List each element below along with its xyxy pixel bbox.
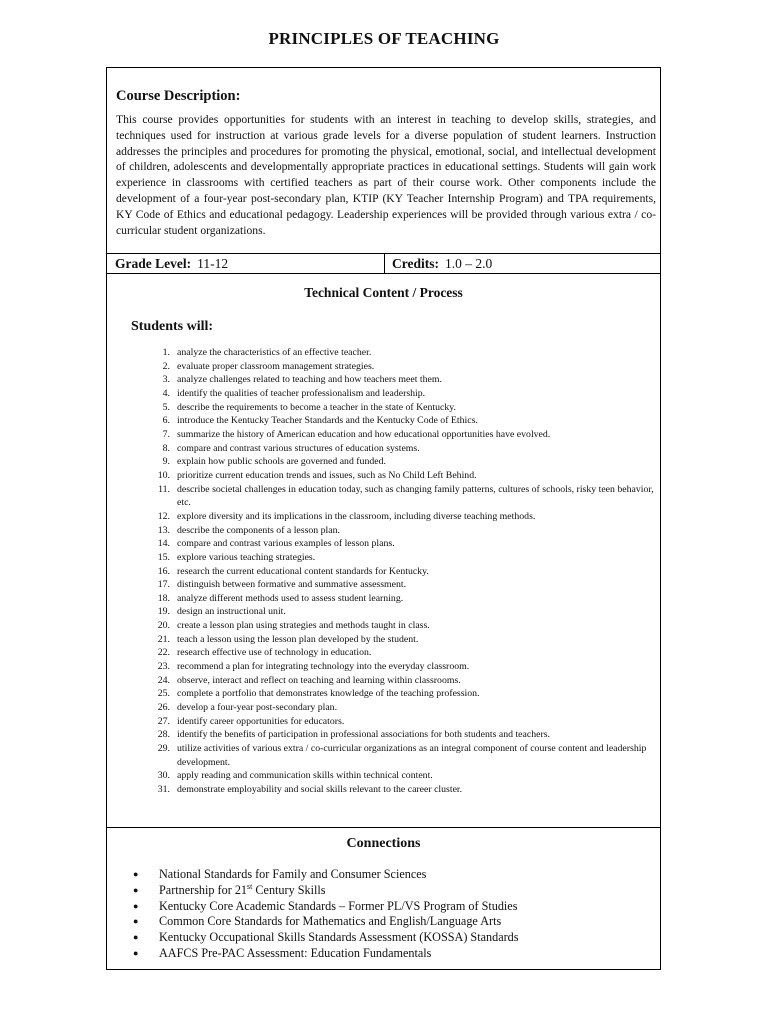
list-item-text: observe, interact and reflect on teaching and learning within classrooms. — [177, 674, 461, 686]
list-item — [135, 660, 655, 674]
list-item — [135, 715, 655, 729]
bullet-icon: ● — [133, 932, 139, 943]
list-item-number: 4. — [162, 387, 170, 399]
grade-level-value: 11-12 — [197, 256, 229, 271]
list-item-text: demonstrate employability and social skills relevant to the career cluster. — [177, 784, 463, 795]
list-item-number: 18. — [157, 592, 170, 604]
list-item-number: 1. — [162, 347, 170, 358]
list-item-number: 6. — [162, 415, 170, 427]
list-item-number: 3. — [162, 374, 170, 386]
list-item-number: 25. — [157, 688, 170, 700]
list-item-text: create a lesson plan using strategies and methods taught in class. — [177, 620, 430, 632]
bullet-icon: ● — [133, 916, 139, 927]
list-item-text: distinguish between formative and summative assessment. — [177, 579, 407, 591]
list-item-text: identify the benefits of participation in professional associations for both students and teachers. — [177, 729, 550, 741]
grade-credits-row — [106, 253, 661, 274]
list-item-text: analyze the characteristics of an effective teacher. — [177, 347, 372, 358]
list-item-text: recommend a plan for integrating technology into the everyday classroom. — [177, 661, 470, 673]
list-item-number: 31. — [157, 784, 170, 795]
list-item — [135, 537, 655, 551]
list-item-number: 19. — [157, 606, 170, 618]
list-item — [135, 578, 655, 592]
list-item — [135, 701, 655, 715]
credits-label: Credits: — [392, 256, 439, 271]
list-item-text: describe societal challenges in education today, such as changing family patterns, cultures of schools, risky teen behavior, etc. — [177, 483, 654, 509]
list-item-text: explore various teaching strategies. — [177, 551, 316, 563]
list-item-number: 17. — [157, 579, 170, 591]
list-item-text: describe the requirements to become a teacher in the state of Kentucky. — [177, 401, 457, 413]
list-item-number: 5. — [162, 401, 170, 413]
course-description-section — [106, 67, 661, 254]
bullet-icon: ● — [133, 947, 139, 958]
list-item-text: describe the components of a lesson plan. — [177, 524, 340, 536]
connection-item — [133, 946, 519, 962]
connection-item — [133, 930, 519, 946]
credits-value: 1.0 – 2.0 — [445, 256, 493, 271]
grade-level-cell — [107, 254, 385, 273]
grade-level-label: Grade Level: — [115, 256, 192, 271]
connection-item — [133, 914, 519, 930]
list-item — [135, 442, 655, 456]
connection-item — [133, 867, 519, 883]
list-item — [135, 619, 655, 633]
list-item-number: 16. — [157, 565, 170, 577]
list-item-text: compare and contrast various examples of lesson plans. — [177, 538, 395, 550]
list-item-text: analyze different methods used to assess student learning. — [177, 592, 404, 604]
ordinal-superscript: st — [247, 881, 253, 891]
connection-item — [133, 899, 519, 915]
list-item-number: 27. — [157, 715, 170, 727]
connection-text — [159, 883, 326, 899]
list-item — [135, 414, 655, 428]
list-item-text: analyze challenges related to teaching and how teachers meet them. — [177, 374, 442, 386]
course-description-text: This course provides opportunities for students with an interest in teaching to develop skills, strategies, and techniques used for instruction at various grade levels for a diverse population of student learners. Instruction addresses the principles and procedures for promoting the physical, emotional, social, and intellectual development of children, adolescents and developmentally appropriate practices in educational settings. Students will gain work experience in classrooms with certified teachers as part of their course work. Other components include the development of a four-year post-secondary plan, KTIP (KY Teacher Internship Program) and TPA requirements, KY Code of Ethics and educational pedagogy. Leadership experiences will be provided through various extra / co-curricular student organizations. — [116, 113, 656, 237]
list-item-number: 9. — [162, 456, 170, 468]
list-item — [135, 483, 655, 510]
list-item-text: explore diversity and its implications in the classroom, including diverse teaching methods. — [177, 510, 536, 522]
list-item — [135, 783, 655, 797]
list-item — [135, 469, 655, 483]
list-item — [135, 428, 655, 442]
list-item-number: 29. — [157, 743, 170, 755]
list-item-number: 20. — [157, 620, 170, 632]
bullet-icon: ● — [133, 869, 139, 879]
list-item-text: research the current educational content standards for Kentucky. — [177, 565, 429, 577]
page-title: PRINCIPLES OF TEACHING — [268, 29, 500, 48]
connections-section — [106, 827, 661, 970]
list-item-number: 24. — [157, 674, 170, 686]
list-item-number: 12. — [157, 510, 170, 522]
list-item — [135, 646, 655, 660]
list-item — [135, 769, 655, 783]
objectives-list — [135, 346, 655, 797]
list-item-text: introduce the Kentucky Teacher Standards and the Kentucky Code of Ethics. — [177, 415, 478, 427]
list-item-text: evaluate proper classroom management strategies. — [177, 360, 375, 372]
list-item-number: 21. — [157, 633, 170, 645]
list-item-text: explain how public schools are governed and funded. — [177, 456, 386, 468]
list-item-text: apply reading and communication skills within technical content. — [177, 770, 433, 782]
list-item — [135, 605, 655, 619]
list-item-text: develop a four-year post-secondary plan. — [177, 702, 338, 714]
bullet-icon: ● — [133, 884, 139, 895]
list-item — [135, 565, 655, 579]
list-item-number: 11. — [158, 483, 170, 495]
list-item — [135, 401, 655, 415]
list-item-number: 30. — [157, 770, 170, 782]
list-item-number: 14. — [157, 538, 170, 550]
technical-content-section — [106, 273, 661, 828]
list-item — [135, 592, 655, 606]
list-item — [135, 728, 655, 742]
technical-content-heading: Technical Content / Process — [304, 285, 463, 300]
list-item-text: research effective use of technology in education. — [177, 647, 372, 659]
list-item — [135, 360, 655, 374]
connection-item — [133, 883, 519, 899]
list-item-text: complete a portfolio that demonstrates knowledge of the teaching profession. — [177, 688, 480, 700]
course-description-heading: Course Description: — [116, 88, 241, 104]
list-item-number: 2. — [162, 360, 170, 372]
list-item — [135, 510, 655, 524]
list-item-number: 23. — [157, 661, 170, 673]
list-item-text: teach a lesson using the lesson plan developed by the student. — [177, 633, 419, 645]
list-item-number: 7. — [162, 428, 170, 440]
credits-cell — [385, 254, 660, 273]
list-item-text: prioritize current education trends and issues, such as No Child Left Behind. — [177, 469, 477, 481]
connection-text: Kentucky Occupational Skills Standards Assessment (KOSSA) Standards — [159, 930, 519, 945]
list-item — [135, 687, 655, 701]
list-item — [135, 346, 655, 360]
connection-text-part: Partnership for 21 — [159, 882, 248, 897]
list-item — [135, 742, 655, 769]
list-item-number: 15. — [157, 551, 170, 563]
students-will-heading: Students will: — [131, 319, 214, 334]
list-item-number: 13. — [157, 524, 170, 536]
list-item-text: utilize activities of various extra / co-curricular organizations as an integral component of course content and leadership development. — [177, 743, 647, 768]
list-item — [135, 674, 655, 688]
list-item — [135, 455, 655, 469]
connection-text: AAFCS Pre-PAC Assessment: Education Fundamentals — [159, 945, 432, 960]
list-item — [135, 633, 655, 647]
list-item — [135, 524, 655, 538]
connection-text: National Standards for Family and Consumer Sciences — [159, 867, 427, 881]
connection-text-part: Century Skills — [252, 882, 326, 897]
connection-text: Kentucky Core Academic Standards – Former PL/VS Program of Studies — [159, 898, 518, 913]
connections-heading: Connections — [346, 836, 421, 851]
list-item-text: identify career opportunities for educators. — [177, 715, 345, 727]
list-item — [135, 551, 655, 565]
list-item-text: summarize the history of American education and how educational opportunities have evolved. — [177, 428, 551, 440]
list-item-number: 10. — [157, 469, 170, 481]
list-item-text: compare and contrast various structures of education systems. — [177, 442, 420, 454]
list-item-number: 8. — [162, 442, 170, 454]
list-item-text: identify the qualities of teacher professionalism and leadership. — [177, 387, 426, 399]
list-item — [135, 387, 655, 401]
connections-list — [133, 867, 519, 962]
bullet-icon: ● — [133, 900, 139, 911]
list-item-number: 22. — [157, 647, 170, 659]
list-item-text: design an instructional unit. — [177, 606, 286, 618]
list-item — [135, 373, 655, 387]
connection-text: Common Core Standards for Mathematics and English/Language Arts — [159, 914, 502, 929]
list-item-number: 26. — [157, 702, 170, 714]
list-item-number: 28. — [157, 729, 170, 741]
